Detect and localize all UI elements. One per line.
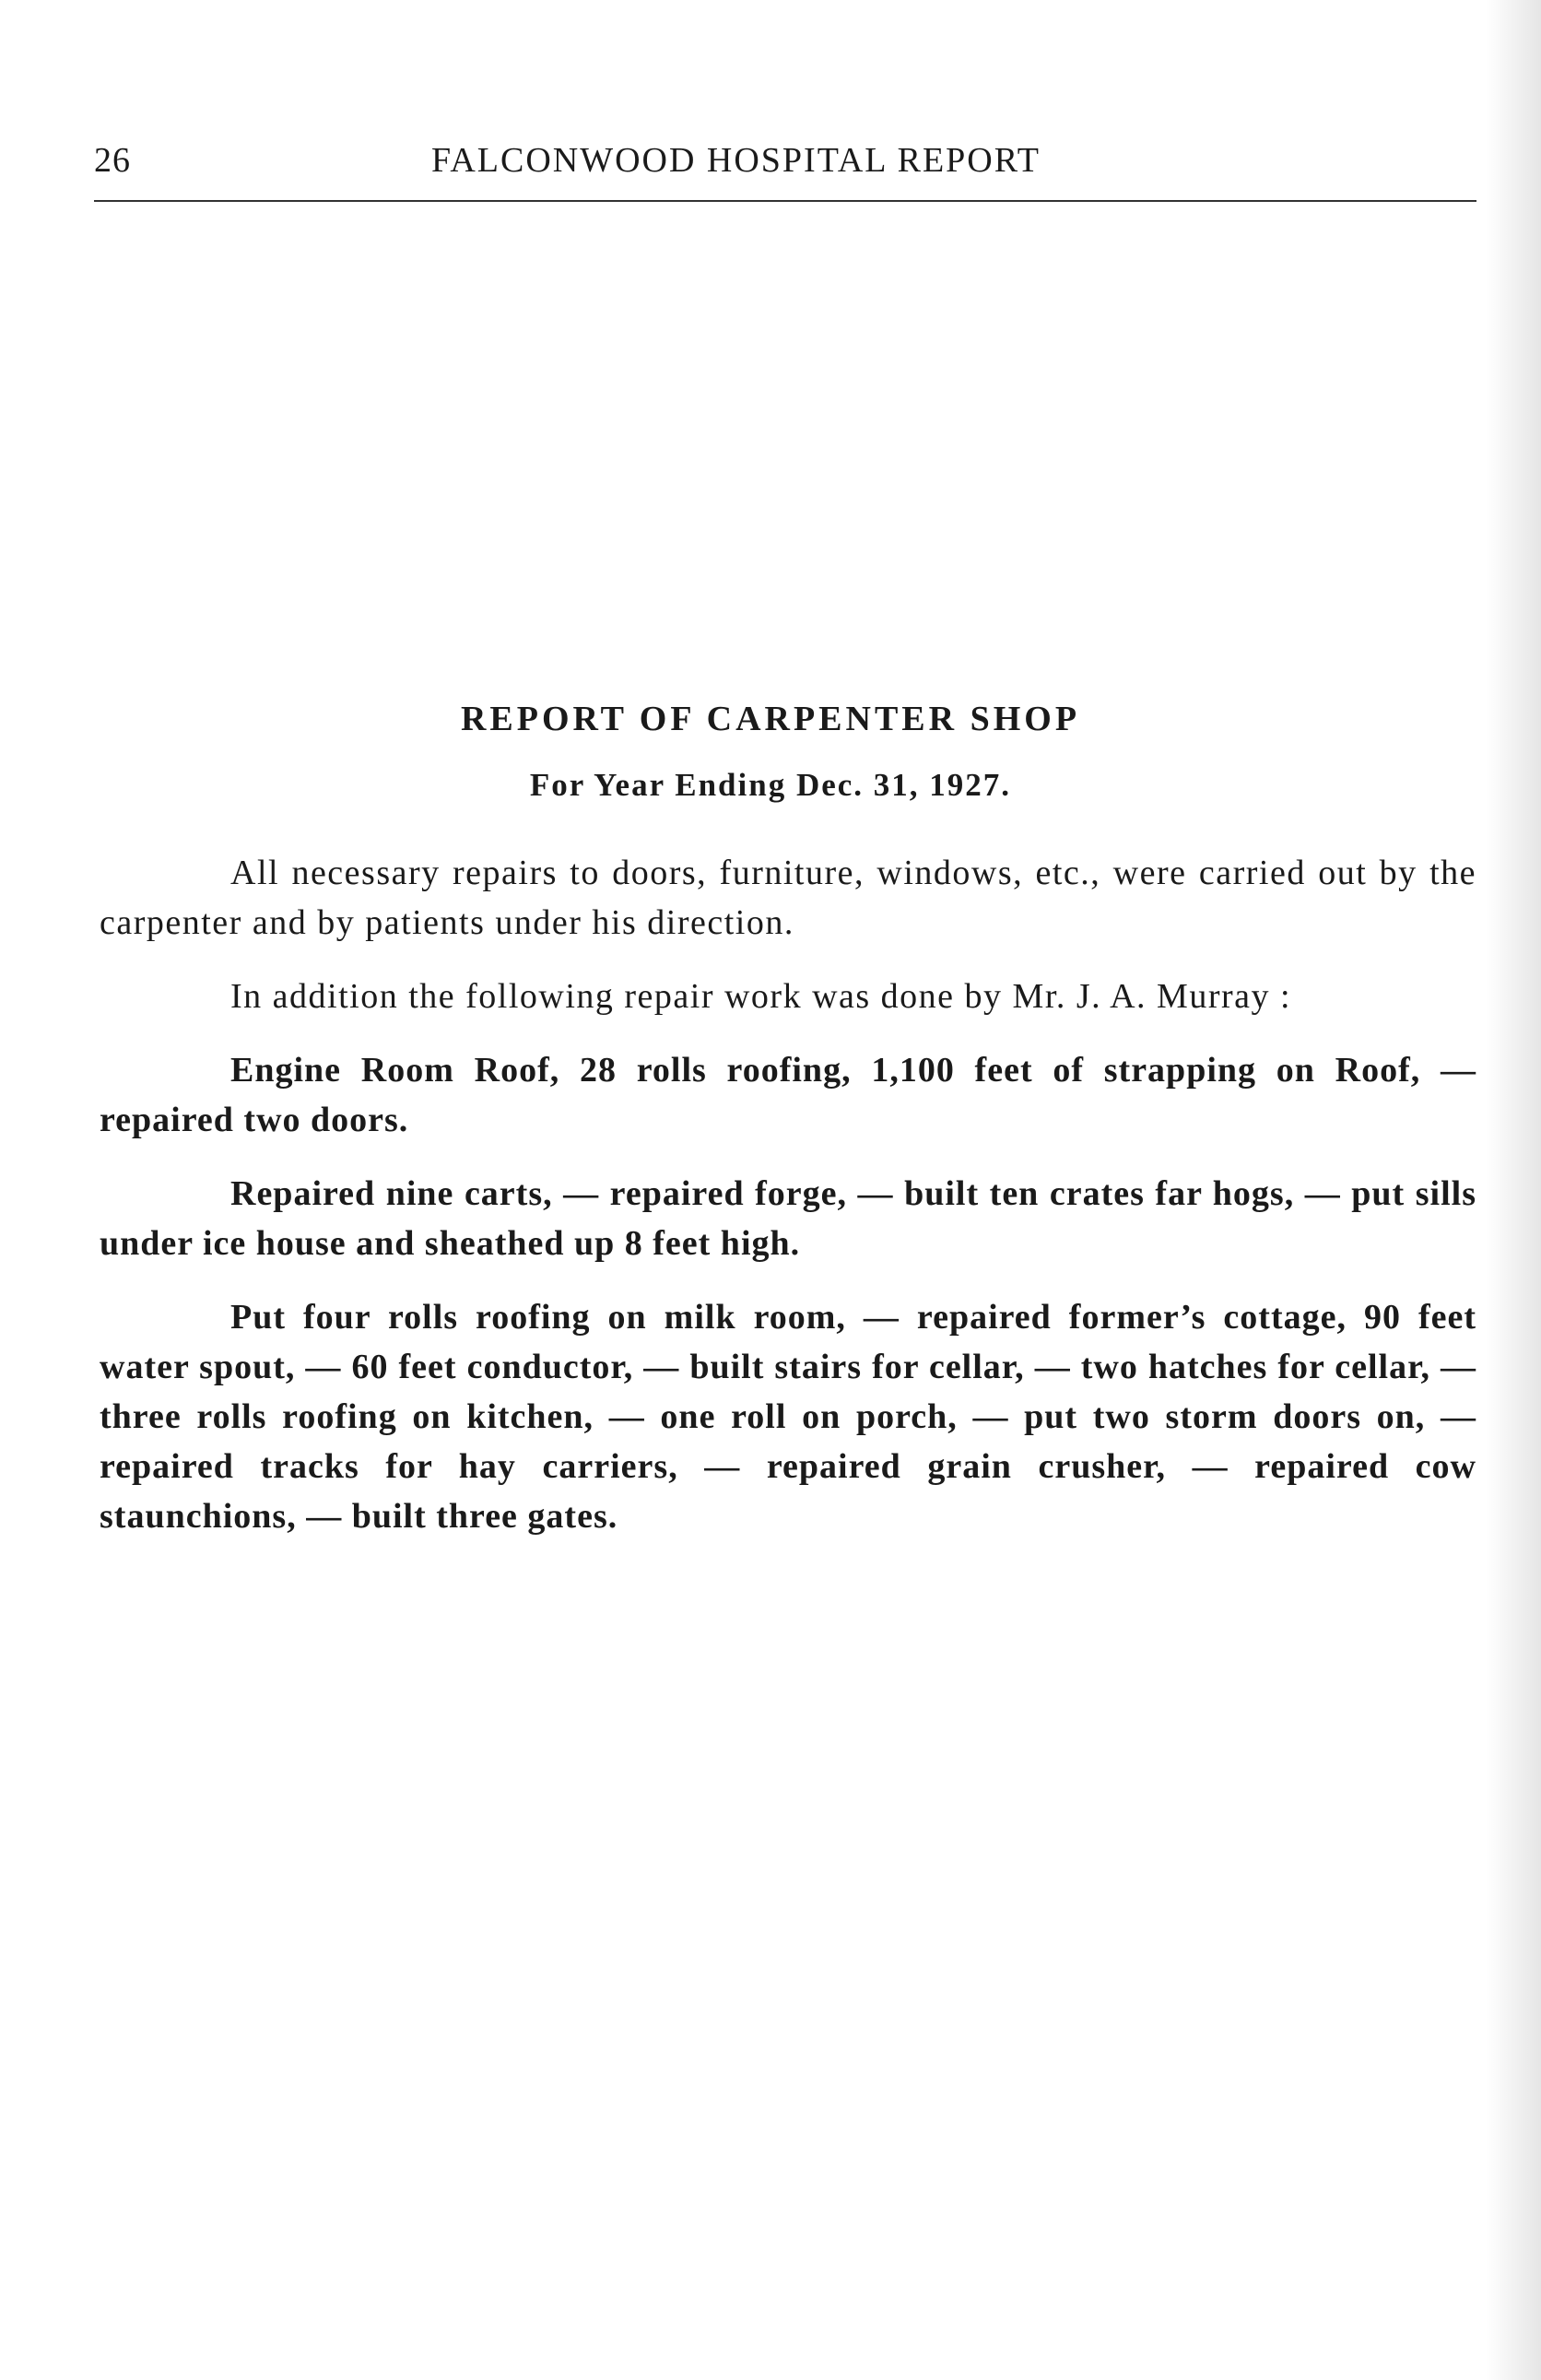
paragraph-carts: Repaired nine carts, — repaired forge, — built ten crates far hogs, — put sills under ice house and sheathed up 8 feet high. — [100, 1174, 1476, 1263]
paragraph-intro-murray: In addition the following repair work was done by Mr. J. A. Murray : — [230, 977, 1292, 1016]
page-number: 26 — [94, 141, 131, 180]
page-edge-shadow — [1486, 0, 1541, 2380]
paragraph-general-repairs: All necessary repairs to doors, furniture, windows, etc., were carried out by the carpenter and by patients under his direction. — [100, 854, 1476, 942]
paragraph-engine-room: Engine Room Roof, 28 rolls roofing, 1,100 feet of strapping on Roof, — repaired two doors. — [100, 1051, 1476, 1139]
report-title: REPORT OF CARPENTER SHOP — [460, 700, 1081, 738]
header-rule — [94, 200, 1476, 202]
paragraph-milk-room: Put four rolls roofing on milk room, — repaired former’s cottage, 90 feet water spout, — 60 feet conductor, — built stairs for cellar, — two hatches for cellar, — three rolls roofing on kitchen, — one roll on porch, — put two storm doors on, — repaired tracks for hay carriers, — repaired grain crusher, — repaired cow staunchions, — built three gates. — [100, 1298, 1476, 1536]
report-body — [100, 848, 1476, 1565]
report-subtitle: For Year Ending Dec. 31, 1927. — [529, 767, 1012, 803]
running-title: FALCONWOOD HOSPITAL REPORT — [431, 141, 1041, 180]
